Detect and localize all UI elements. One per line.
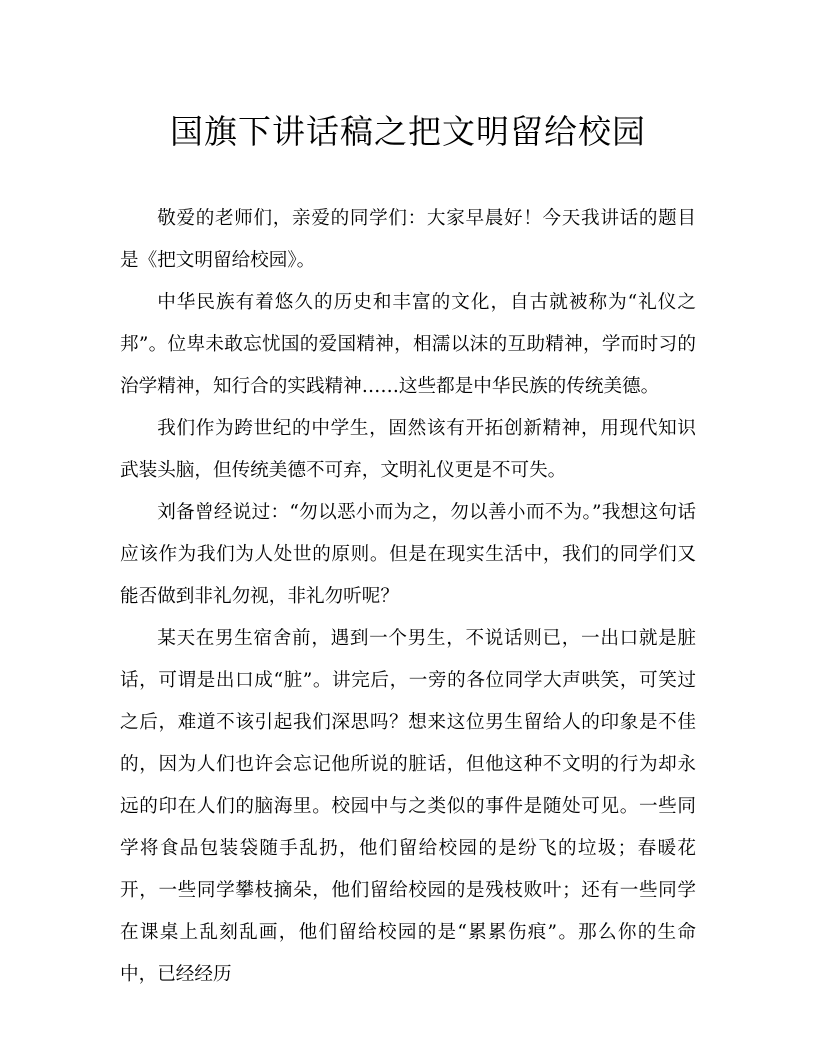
document-title: 国旗下讲话稿之把文明留给校园: [170, 112, 646, 151]
document-body: [120, 198, 696, 996]
paragraph-tradition: 中华民族有着悠久的历史和丰富的文化，自古就被称为“礼仪之邦”。位卑未敢忘忧国的爱国精神，相濡以沫的互助精神，学而时习的治学精神，知行合的实践精神……这些都是中华民族的传统美德。: [120, 292, 696, 397]
paragraph-greeting: 敬爱的老师们，亲爱的同学们：大家早晨好！今天我讲话的题目是《把文明留给校园》。: [120, 208, 696, 271]
paragraph-students: 我们作为跨世纪的中学生，固然该有开拓创新精神，用现代知识武装头脑，但传统美德不可弃，文明礼仪更是不可失。: [120, 418, 696, 481]
paragraph-quote: 刘备曾经说过：“勿以恶小而为之，勿以善小而不为。”我想这句话应该作为我们为人处世的原则。但是在现实生活中，我们的同学们又能否做到非礼勿视，非礼勿听呢？: [120, 502, 696, 607]
paragraph-example: 某天在男生宿舍前，遇到一个男生，不说话则已，一出口就是脏话，可谓是出口成“脏”。讲完后，一旁的各位同学大声哄笑，可笑过之后，难道不该引起我们深思吗？想来这位男生留给人的印象是不佳的，因为人们也许会忘记他所说的脏话，但他这种不文明的行为却永远的印在人们的脑海里。校园中与之类似的事件是随处可见。一些同学将食品包装袋随手乱扔，他们留给校园的是纷飞的垃圾；春暖花开，一些同学攀枝摘朵，他们留给校园的是残枝败叶；还有一些同学在课桌上乱刻乱画，他们留给校园的是“累累伤痕”。那么你的生命中，已经经历: [120, 628, 696, 985]
